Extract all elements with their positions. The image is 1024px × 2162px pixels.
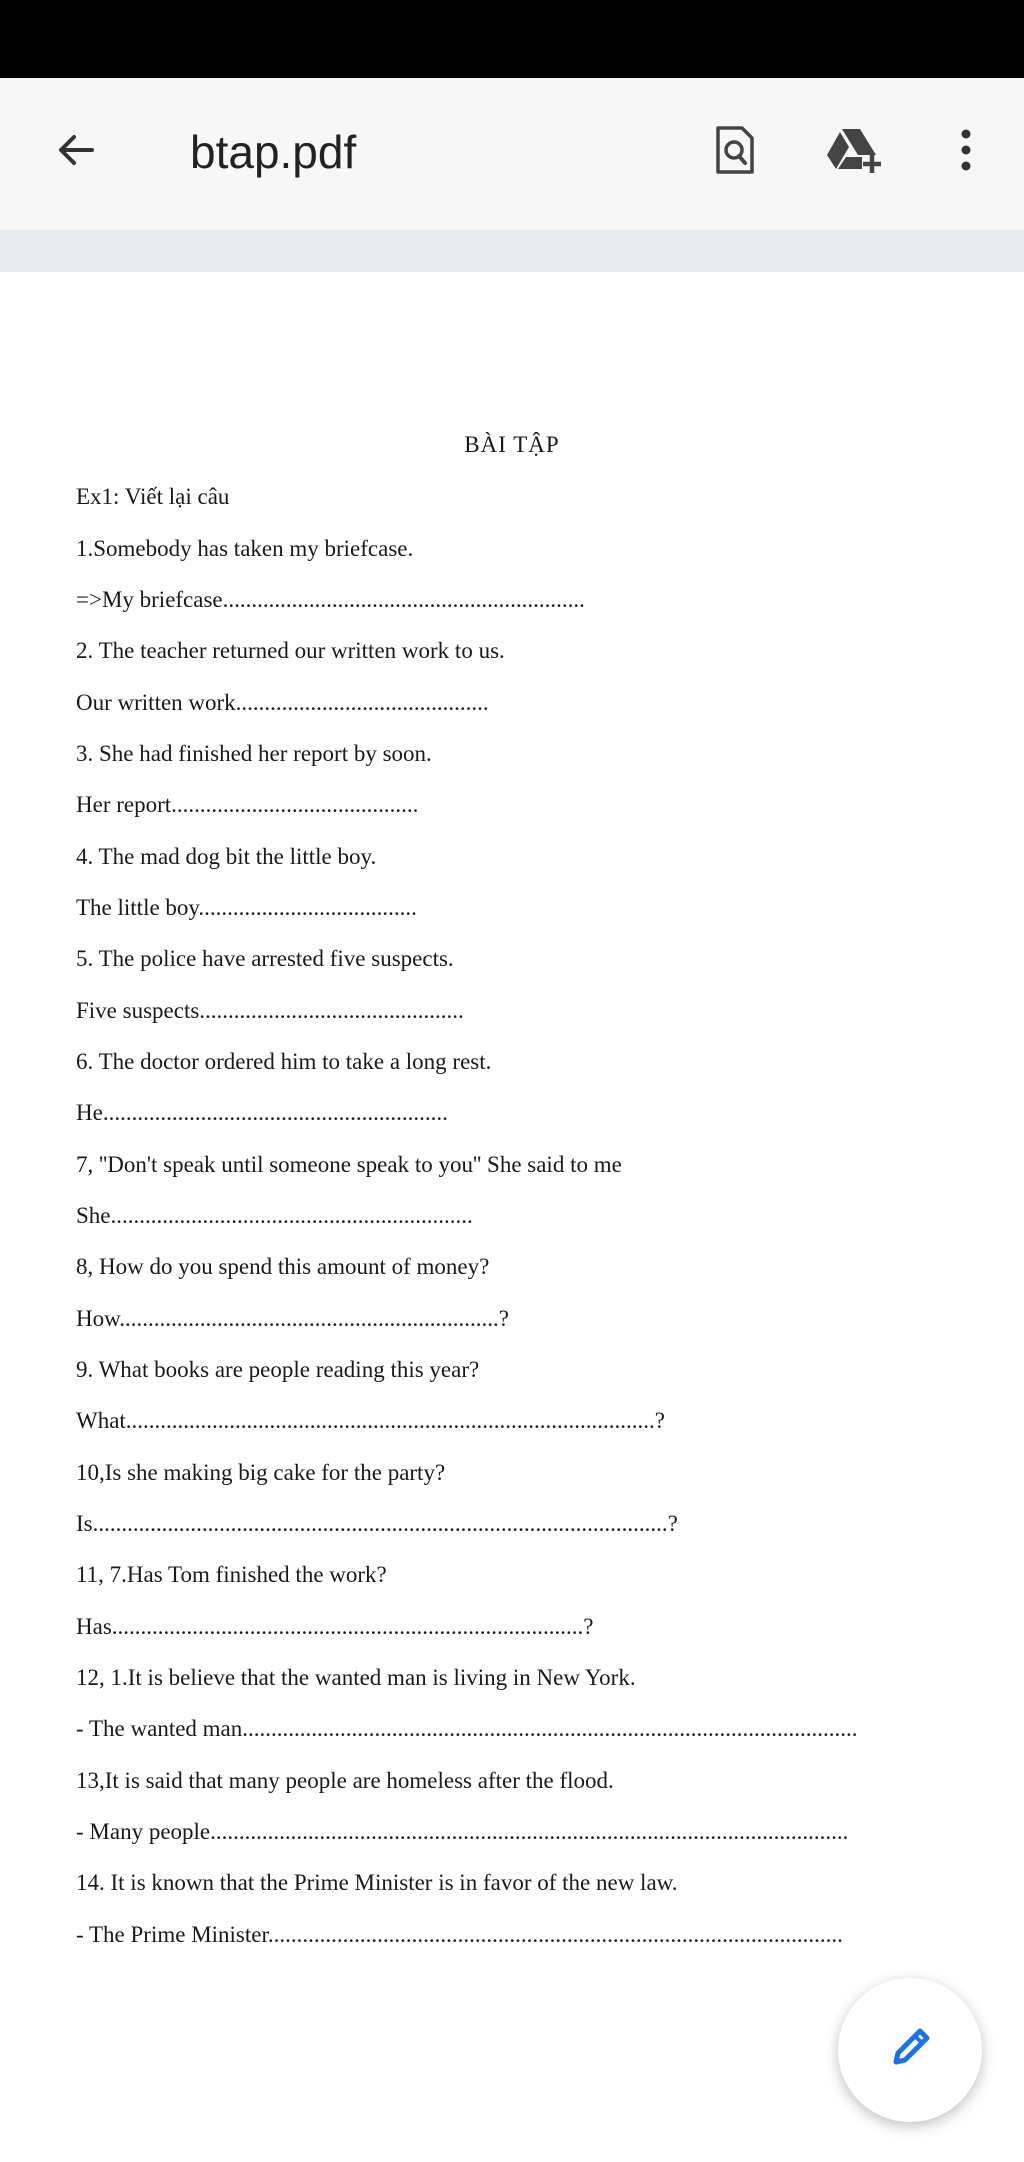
exercise-line: 5. The police have arrested five suspects.	[76, 946, 454, 971]
exercise-line: - The Prime Minister....................................................................................................	[76, 1922, 843, 1947]
exercise-heading: BÀI TẬP	[464, 432, 560, 457]
exercise-line: 9. What books are people reading this year?	[76, 1357, 480, 1382]
back-button[interactable]	[44, 120, 108, 184]
exercise-line: 7, ''Don't speak until someone speak to you'' She said to me	[76, 1152, 622, 1177]
toolbar-separator	[0, 230, 1024, 272]
status-bar	[0, 0, 1024, 78]
exercise-line: 1.Somebody has taken my briefcase.	[76, 536, 414, 561]
exercise-line: Ex1: Viết lại câu	[76, 484, 230, 509]
arrow-left-icon	[52, 126, 100, 179]
exercise-line: Five suspects..............................................	[76, 998, 464, 1023]
exercise-line: 10,Is she making big cake for the party?	[76, 1460, 446, 1485]
exercise-line: 6. The doctor ordered him to take a long rest.	[76, 1049, 492, 1074]
add-to-drive-button[interactable]	[822, 120, 886, 184]
find-in-document-button[interactable]	[702, 120, 766, 184]
more-vert-icon	[956, 126, 976, 179]
exercise-line: How..................................................................?	[76, 1306, 509, 1331]
exercise-line: 4. The mad dog bit the little boy.	[76, 844, 377, 869]
exercise-line: She...............................................................	[76, 1203, 473, 1228]
exercise-line: 11, 7.Has Tom finished the work?	[76, 1562, 387, 1587]
exercise-line: 13,It is said that many people are homeless after the flood.	[76, 1768, 614, 1793]
add-to-drive-icon	[824, 125, 884, 180]
exercise-line: The little boy......................................	[76, 895, 417, 920]
exercise-line: Is....................................................................................................?	[76, 1511, 678, 1536]
pdf-page	[0, 272, 1024, 2162]
exercise-line: What............................................................................................?	[76, 1408, 666, 1433]
edit-fab-button[interactable]	[838, 1978, 982, 2122]
search-doc-icon	[712, 125, 756, 180]
document-title: btap.pdf	[190, 126, 357, 178]
edit-pencil-icon	[882, 2020, 938, 2081]
exercise-line: Her report...........................................	[76, 792, 419, 817]
exercise-line: 14. It is known that the Prime Minister is in favor of the new law.	[76, 1870, 678, 1895]
exercise-line: 3. She had finished her report by soon.	[76, 741, 432, 766]
exercise-line: Our written work............................................	[76, 690, 489, 715]
exercise-line: 12, 1.It is believe that the wanted man is living in New York.	[76, 1665, 636, 1690]
exercise-line: - The wanted man...........................................................................................................	[76, 1716, 858, 1741]
more-options-button[interactable]	[934, 120, 998, 184]
exercise-line: =>My briefcase...............................................................	[76, 587, 585, 612]
exercise-line: 8, How do you spend this amount of money?	[76, 1254, 490, 1279]
exercise-line: - Many people...............................................................................................................	[76, 1819, 849, 1844]
exercise-line: He............................................................	[76, 1100, 448, 1125]
exercise-line: Has..................................................................................?	[76, 1614, 594, 1639]
exercise-line: 2. The teacher returned our written work to us.	[76, 638, 505, 663]
